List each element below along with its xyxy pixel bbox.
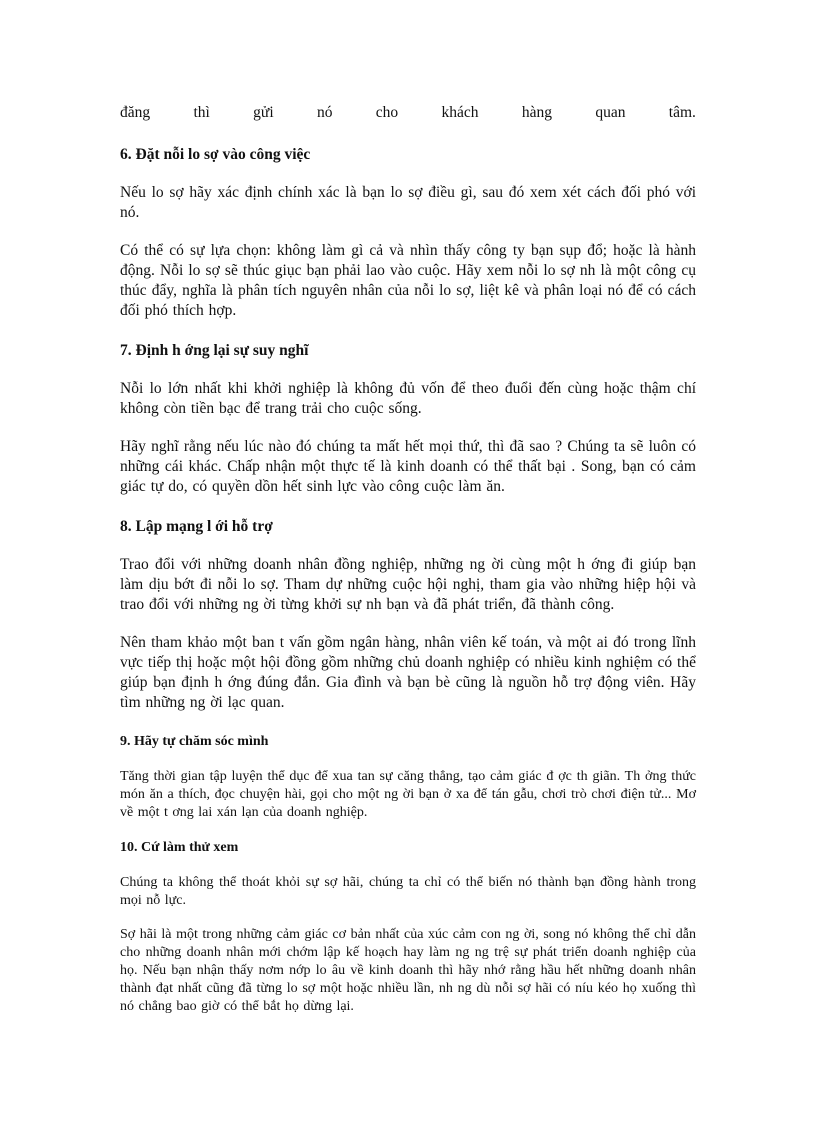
top-word: tâm.: [668, 104, 696, 121]
paragraph: Sợ hãi là một trong những cảm giác cơ bản nhất của xúc cảm con ng ời, song nó không thể chỉ dẫn cho những doanh nhân mới chớm lập kế hoạch hay làm ng ng trệ sự phát triển doanh nghiệp của họ. Nếu bạn nhận thấy nơm nớp lo âu về kinh doanh thì hãy nhớ rằng hầu hết những doanh nhân thành đạt nhất cũng đã từng lo sợ một hoặc nhiều lần, nh ng dù nỗi sợ hãi có níu kéo họ xuống thì nó chẳng bao giờ có thể bắt họ dừng lại.: [120, 927, 696, 1014]
paragraph: Hãy nghĩ rằng nếu lúc nào đó chúng ta mất hết mọi thứ, thì đã sao ? Chúng ta sẽ luôn có những cái khác. Chấp nhận một thực tế là kinh doanh có thể thất bại . Song, bạn có cảm giác tự do, có quyền dồn hết sinh lực vào công cuộc làm ăn.: [120, 438, 696, 495]
paragraph: Nếu lo sợ hãy xác định chính xác là bạn lo sợ điều gì, sau đó xem xét cách đối phó với nó.: [120, 184, 696, 221]
top-word: thì: [193, 104, 210, 121]
paragraph: Nên tham khảo một ban t vấn gồm ngân hàng, nhân viên kế toán, và một ai đó trong lĩnh vực tiếp thị hoặc một hội đồng gồm những chủ doanh nghiệp có nhiều kinh nghiệm có thể giúp bạn định h ớng đúng đắn. Gia đình và bạn bè cũng là nguồn hỗ trợ động viên. Hãy tìm những ng ời lạc quan.: [120, 634, 696, 711]
section-heading: 9. Hãy tự chăm sóc mình: [120, 734, 269, 749]
section-heading: 7. Định h ớng lại sự suy nghĩ: [120, 342, 309, 359]
top-word: nó: [316, 104, 333, 121]
top-word: quan: [595, 104, 626, 121]
top-word: cho: [375, 104, 399, 121]
section-heading: 8. Lập mạng l ới hỗ trợ: [120, 518, 273, 535]
section-heading: 10. Cứ làm thử xem: [120, 840, 239, 855]
top-word: gửi: [253, 104, 274, 121]
top-word: khách: [441, 104, 479, 121]
paragraph: Nỗi lo lớn nhất khi khởi nghiệp là không đủ vốn để theo đuổi đến cùng hoặc thậm chí không còn tiền bạc để trang trải cho cuộc sống.: [120, 380, 696, 417]
paragraph: Tăng thời gian tập luyện thể dục để xua tan sự căng thẳng, tạo cảm giác đ ợc th giãn. Th ởng thức món ăn a thích, đọc chuyện hài, gọi cho một ng ời bạn ở xa để tán gẫu, chơi trò chơi điện tử... Mơ về một t ơng lai xán lạn của doanh nghiệp.: [120, 769, 696, 820]
paragraph: Chúng ta không thể thoát khỏi sự sợ hãi, chúng ta chỉ có thể biến nó thành bạn đồng hành trong mọi nỗ lực.: [120, 875, 696, 908]
section-heading: 6. Đặt nỗi lo sợ vào công việc: [120, 146, 311, 163]
top-word: hàng: [521, 104, 552, 121]
paragraph: Có thể có sự lựa chọn: không làm gì cả và nhìn thấy công ty bạn sụp đổ; hoặc là hành động. Nỗi lo sợ sẽ thúc giục bạn phải lao vào cuộc. Hãy xem nỗi lo sợ nh là một công cụ thúc đẩy, nghĩa là phân tích nguyên nhân của nỗi lo sợ, liệt kê và phân loại nó để có cách đối phó thích hợp.: [120, 242, 696, 319]
top-line: [120, 103, 696, 123]
paragraph: Trao đổi với những doanh nhân đồng nghiệp, những ng ời cùng một h ớng đi giúp bạn làm dịu bớt đi nỗi lo sợ. Tham dự những cuộc hội nghị, tham gia vào những hiệp hội và trao đổi với những ng ời từng khởi sự nh bạn và đã phát triển, đã thành công.: [120, 556, 696, 613]
top-word: đăng: [120, 104, 151, 121]
